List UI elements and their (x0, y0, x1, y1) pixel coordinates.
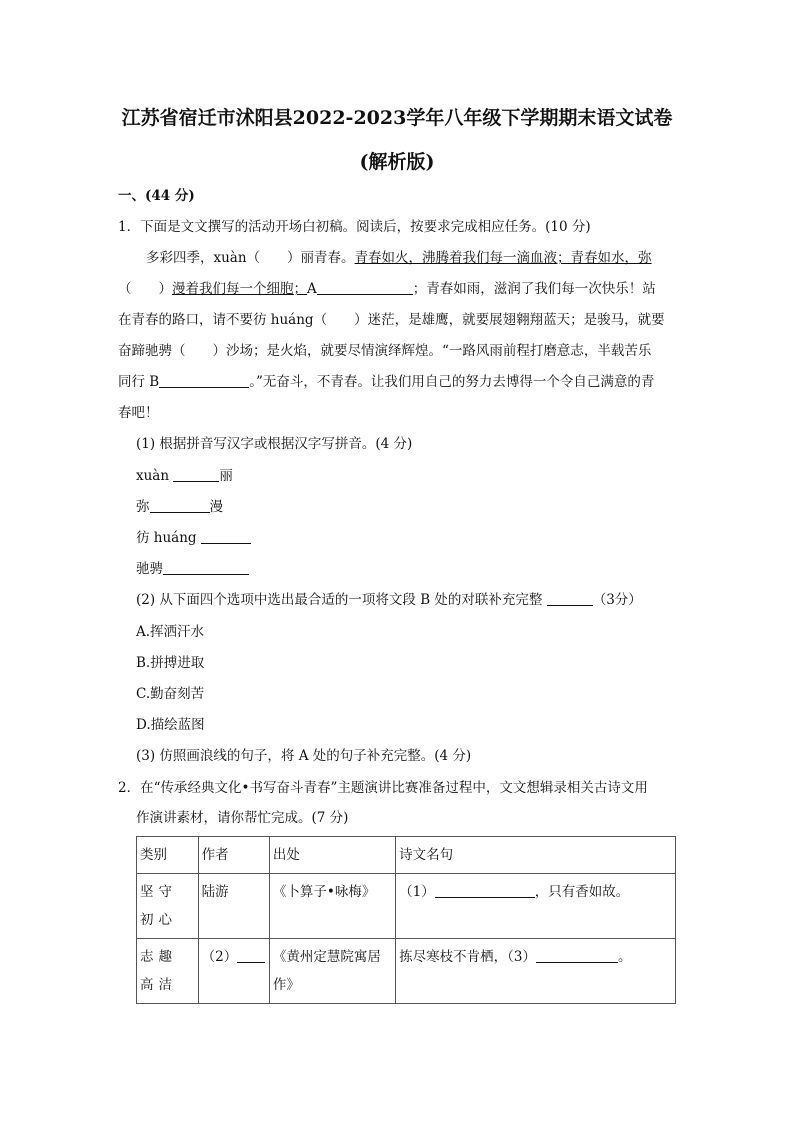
exam-title: 江苏省宿迁市沭阳县2022-2023学年八年级下学期期末语文试卷 (121, 107, 673, 129)
quote-blank-1[interactable] (435, 883, 535, 898)
row1-quote: （1） ，只有香如故。 (396, 874, 676, 939)
header-source: 出处 (269, 837, 395, 874)
sub-question-2: (2) 从下面四个选项中选出最合适的一项将文段 B 处的对联补充完整 （3分） (136, 592, 642, 608)
fill-blank-1[interactable] (173, 467, 219, 482)
passage-line-2: （ ）漫着我们每一个细胞；A ；青春如雨，滋润了我们每一次快乐！站 (118, 281, 656, 297)
row1-source: 《卜算子•咏梅》 (269, 874, 395, 939)
fill-xuan: xuàn 丽 (136, 468, 233, 484)
row2-source: 《黄州定慧院寓居作》 (269, 939, 395, 1004)
header-quote: 诗文名句 (396, 837, 676, 874)
passage-line-4: 奋蹄驰骋（ ）沙场；是火焰，就要尽情演绎辉煌。“一路风雨前程打磨意志，半载苦乐 (118, 343, 652, 359)
table-header-row (137, 837, 676, 874)
row2-category: 志趣高洁 (137, 939, 199, 1004)
option-d[interactable]: D.描绘蓝图 (136, 717, 205, 733)
wavy-underlined-sentence-end: 漫着我们每一个细胞； (172, 281, 307, 297)
fill-blank-3[interactable] (201, 529, 251, 544)
poetry-table (136, 836, 676, 1004)
sub-question-1: (1) 根据拼音写汉字或根据汉字写拼音。(4 分) (136, 436, 413, 452)
row2-author: （2） (198, 939, 269, 1004)
row1-author: 陆游 (198, 874, 269, 939)
fill-chicheng: 驰骋 (136, 559, 249, 579)
q2-stem-line-2: 作演讲素材，请你帮忙完成。(7 分) (136, 810, 349, 826)
fill-mi: 弥 漫 (136, 499, 223, 515)
header-author: 作者 (198, 837, 269, 874)
option-b[interactable]: B.拼搏进取 (136, 655, 205, 671)
option-a[interactable]: A.挥洒汗水 (136, 624, 205, 640)
passage-line-3: 在青春的路口，请不要彷 huáng（ ）迷茫，是雄鹰，就要展翅翱翔蓝天；是骏马，就要 (118, 312, 665, 328)
fill-blank-4[interactable] (163, 560, 249, 575)
fill-huang: 彷 huáng (136, 528, 251, 548)
quote-blank-3[interactable] (536, 948, 618, 963)
blank-a[interactable] (317, 280, 413, 295)
q2-stem-line-1: 2．在“传承经典文化•书写奋斗青春”主题演讲比赛准备过程中，文文想辑录相关古诗文用 (118, 780, 648, 796)
choice-blank[interactable] (547, 591, 593, 606)
exam-subtitle: (解析版) (359, 151, 435, 173)
passage-line-1: 多彩四季，xuàn（ ）丽青春。青春如火，沸腾着我们每一滴血液；青春如水，弥 (146, 250, 652, 266)
sub-question-3: (3) 仿照画浪线的句子，将 A 处的句子补充完整。(4 分) (136, 748, 472, 764)
section-heading: 一、(44 分) (118, 188, 195, 204)
blank-b[interactable] (159, 373, 249, 388)
passage-line-5: 同行 B 。”无奋斗，不青春。让我们用自己的努力去博得一个令自己满意的青 (118, 374, 655, 390)
author-blank[interactable] (237, 948, 265, 963)
header-category: 类别 (137, 837, 199, 874)
row2-quote: 拣尽寒枝不肯栖，（3） 。 (396, 939, 676, 1004)
row1-category: 坚守初心 (137, 874, 199, 939)
wavy-underlined-sentence: 青春如火，沸腾着我们每一滴血液；青春如水，弥 (354, 250, 652, 266)
option-c[interactable]: C.勤奋刻苦 (136, 686, 205, 702)
table-row (137, 874, 676, 939)
passage-line-6: 春吧！ (118, 405, 159, 421)
fill-blank-2[interactable] (150, 498, 210, 513)
table-row (137, 939, 676, 1004)
q1-stem: 1．下面是文文撰写的活动开场白初稿。阅读后，按要求完成相应任务。(10 分) (118, 219, 591, 235)
